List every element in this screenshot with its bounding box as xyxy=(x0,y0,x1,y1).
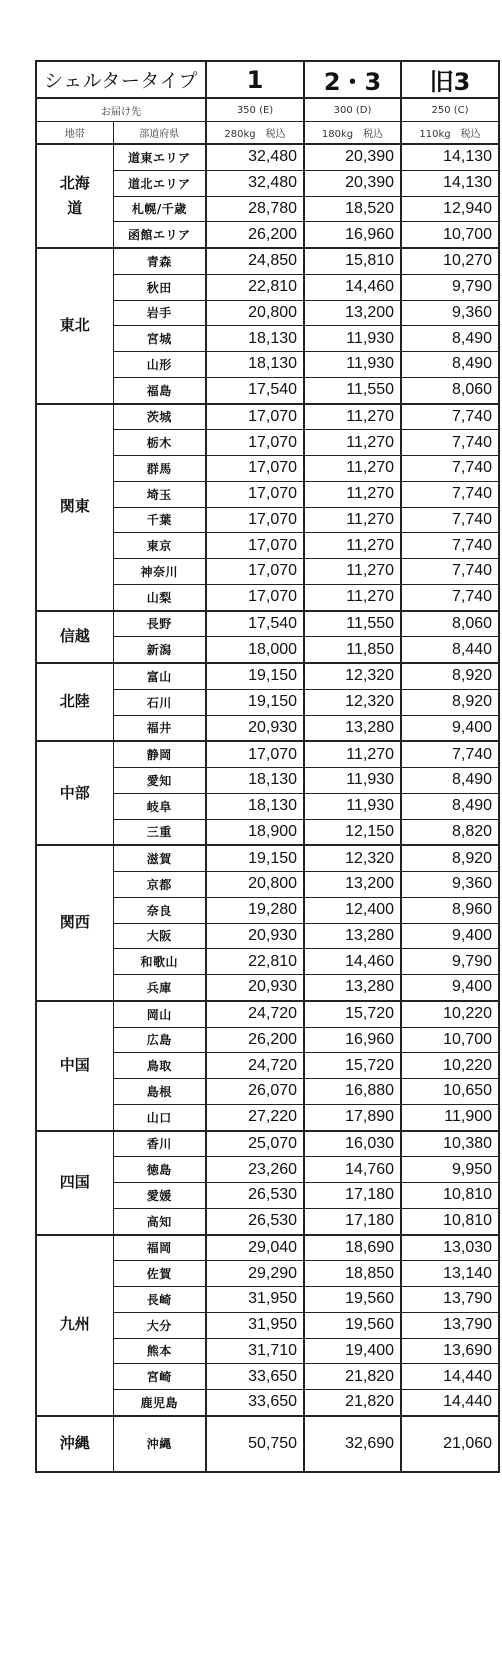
price-type-old-3-cell: 8,920 xyxy=(401,845,499,871)
price-type-2-3-cell: 18,850 xyxy=(304,1261,401,1287)
price-type-2-3-cell: 13,280 xyxy=(304,715,401,741)
price-type-2-3-cell: 15,720 xyxy=(304,1053,401,1079)
price-type-2-3-cell: 11,930 xyxy=(304,326,401,352)
price-type-old-3-cell: 9,400 xyxy=(401,923,499,949)
region-cell: 関東 xyxy=(36,404,113,611)
price-type-2-3-cell: 13,280 xyxy=(304,975,401,1001)
price-type-2-3-cell: 11,270 xyxy=(304,559,401,585)
price-type-1-cell: 17,070 xyxy=(206,404,304,430)
price-type-1-cell: 17,070 xyxy=(206,559,304,585)
price-type-1-cell: 17,070 xyxy=(206,456,304,482)
region-cell: 関西 xyxy=(36,845,113,1001)
price-type-1-cell: 17,070 xyxy=(206,741,304,767)
table-row xyxy=(36,1235,499,1261)
price-type-old-3-cell: 14,440 xyxy=(401,1364,499,1390)
price-type-1-cell: 20,800 xyxy=(206,300,304,326)
table-row xyxy=(36,663,499,689)
price-type-2-3-cell: 14,760 xyxy=(304,1157,401,1183)
price-type-1-cell: 17,070 xyxy=(206,507,304,533)
region-column-header: 地帯 xyxy=(36,122,113,145)
prefecture-cell: 島根 xyxy=(113,1079,206,1105)
price-type-1-cell: 26,070 xyxy=(206,1079,304,1105)
price-type-old-3-cell: 13,790 xyxy=(401,1287,499,1313)
prefecture-cell: 岡山 xyxy=(113,1001,206,1027)
price-type-2-3-cell: 12,400 xyxy=(304,897,401,923)
price-type-2-3-cell: 18,520 xyxy=(304,196,401,222)
region-cell: 沖縄 xyxy=(36,1416,113,1472)
price-type-old-3-cell: 9,360 xyxy=(401,872,499,898)
prefecture-cell: 秋田 xyxy=(113,274,206,300)
price-type-2-3-cell: 14,460 xyxy=(304,274,401,300)
price-type-2-3-cell: 20,390 xyxy=(304,170,401,196)
price-type-1-cell: 17,070 xyxy=(206,533,304,559)
price-type-2-3-cell: 32,690 xyxy=(304,1416,401,1472)
prefecture-cell: 三重 xyxy=(113,819,206,845)
price-type-2-3-cell: 19,560 xyxy=(304,1287,401,1313)
table-row xyxy=(36,845,499,871)
price-type-1-cell: 29,040 xyxy=(206,1235,304,1261)
price-type-2-3-cell: 12,150 xyxy=(304,819,401,845)
prefecture-cell: 福井 xyxy=(113,715,206,741)
region-cell: 中部 xyxy=(36,741,113,845)
prefecture-cell: 山形 xyxy=(113,352,206,378)
price-type-old-3-cell: 21,060 xyxy=(401,1416,499,1472)
price-type-old-3-cell: 10,810 xyxy=(401,1183,499,1209)
price-type-old-3-cell: 10,380 xyxy=(401,1131,499,1157)
prefecture-cell: 香川 xyxy=(113,1131,206,1157)
price-type-old-3-cell: 10,650 xyxy=(401,1079,499,1105)
price-type-old-3-cell: 8,490 xyxy=(401,326,499,352)
price-type-old-3-cell: 10,700 xyxy=(401,1027,499,1053)
type-header-row xyxy=(36,61,499,98)
price-type-1-cell: 17,540 xyxy=(206,377,304,403)
price-type-2-3-cell: 16,960 xyxy=(304,1027,401,1053)
table-row xyxy=(36,1416,499,1472)
price-type-1-cell: 18,130 xyxy=(206,326,304,352)
shipping-price-table xyxy=(35,60,500,1473)
price-type-old-3-cell: 7,740 xyxy=(401,481,499,507)
size-header-row xyxy=(36,98,499,122)
prefecture-cell: 福島 xyxy=(113,377,206,403)
prefecture-cell: 高知 xyxy=(113,1208,206,1234)
price-type-2-3-cell: 18,690 xyxy=(304,1235,401,1261)
price-type-old-3-cell: 10,220 xyxy=(401,1001,499,1027)
price-type-1-cell: 31,950 xyxy=(206,1312,304,1338)
price-type-2-3-cell: 16,030 xyxy=(304,1131,401,1157)
price-type-old-3-cell: 8,490 xyxy=(401,352,499,378)
prefecture-cell: 東京 xyxy=(113,533,206,559)
prefecture-cell: 宮城 xyxy=(113,326,206,352)
prefecture-cell: 長崎 xyxy=(113,1287,206,1313)
price-type-1-cell: 23,260 xyxy=(206,1157,304,1183)
price-type-2-3-cell: 11,850 xyxy=(304,637,401,663)
prefecture-cell: 滋賀 xyxy=(113,845,206,871)
price-type-old-3-cell: 10,270 xyxy=(401,248,499,274)
price-type-2-3-cell: 15,720 xyxy=(304,1001,401,1027)
price-type-1-cell: 31,950 xyxy=(206,1287,304,1313)
price-type-2-3-cell: 12,320 xyxy=(304,663,401,689)
price-type-old-3-cell: 10,220 xyxy=(401,1053,499,1079)
price-type-1-cell: 33,650 xyxy=(206,1364,304,1390)
price-type-old-3-cell: 14,130 xyxy=(401,144,499,170)
weight-header-row xyxy=(36,122,499,145)
price-type-1-cell: 19,280 xyxy=(206,897,304,923)
prefecture-cell: 京都 xyxy=(113,872,206,898)
price-type-old-3-cell: 8,490 xyxy=(401,768,499,794)
prefecture-cell: 鹿児島 xyxy=(113,1390,206,1416)
price-type-1-cell: 22,810 xyxy=(206,274,304,300)
price-type-2-3-cell: 20,390 xyxy=(304,144,401,170)
price-type-old-3-cell: 8,820 xyxy=(401,819,499,845)
price-type-old-3-cell: 13,690 xyxy=(401,1338,499,1364)
prefecture-cell: 長野 xyxy=(113,611,206,637)
prefecture-cell: 山口 xyxy=(113,1104,206,1130)
price-type-2-3-cell: 16,880 xyxy=(304,1079,401,1105)
price-type-old-3-cell: 13,140 xyxy=(401,1261,499,1287)
price-type-2-3-cell: 11,930 xyxy=(304,793,401,819)
shelter-type-label: シェルタータイプ xyxy=(36,61,206,98)
price-type-2-3-cell: 17,180 xyxy=(304,1208,401,1234)
price-type-1-cell: 19,150 xyxy=(206,689,304,715)
price-type-old-3-cell: 7,740 xyxy=(401,584,499,610)
price-type-2-3-cell: 11,550 xyxy=(304,611,401,637)
price-type-1-cell: 17,070 xyxy=(206,430,304,456)
price-type-old-3-cell: 7,740 xyxy=(401,507,499,533)
price-type-old-3-cell: 9,400 xyxy=(401,975,499,1001)
prefecture-cell: 佐賀 xyxy=(113,1261,206,1287)
price-type-old-3-cell: 8,440 xyxy=(401,637,499,663)
prefecture-cell: 富山 xyxy=(113,663,206,689)
price-type-old-3-cell: 7,740 xyxy=(401,456,499,482)
prefecture-cell: 新潟 xyxy=(113,637,206,663)
price-type-old-3-cell: 12,940 xyxy=(401,196,499,222)
price-type-old-3-cell: 9,360 xyxy=(401,300,499,326)
price-type-1-cell: 20,930 xyxy=(206,975,304,1001)
price-type-old-3-cell: 11,900 xyxy=(401,1104,499,1130)
weight-c-label: 110kg 税込 xyxy=(401,122,499,145)
price-type-old-3-cell: 9,950 xyxy=(401,1157,499,1183)
price-type-2-3-cell: 15,810 xyxy=(304,248,401,274)
table-row xyxy=(36,611,499,637)
price-type-2-3-cell: 11,270 xyxy=(304,507,401,533)
prefecture-cell: 沖縄 xyxy=(113,1416,206,1472)
price-type-1-cell: 31,710 xyxy=(206,1338,304,1364)
price-type-old-3-cell: 13,790 xyxy=(401,1312,499,1338)
size-c-label: 250 (C) xyxy=(401,98,499,122)
price-type-old-3-cell: 14,130 xyxy=(401,170,499,196)
table-row xyxy=(36,404,499,430)
price-type-2-3-cell: 13,200 xyxy=(304,300,401,326)
price-type-1-cell: 20,930 xyxy=(206,923,304,949)
price-type-2-3-cell: 17,180 xyxy=(304,1183,401,1209)
price-type-1-cell: 26,530 xyxy=(206,1208,304,1234)
price-type-old-3-cell: 7,740 xyxy=(401,404,499,430)
price-type-old-3-cell: 8,060 xyxy=(401,611,499,637)
price-type-old-3-cell: 7,740 xyxy=(401,533,499,559)
type-1-header: 1 xyxy=(206,61,304,98)
prefecture-cell: 徳島 xyxy=(113,1157,206,1183)
price-type-2-3-cell: 19,400 xyxy=(304,1338,401,1364)
price-type-1-cell: 25,070 xyxy=(206,1131,304,1157)
price-type-2-3-cell: 11,930 xyxy=(304,352,401,378)
price-type-old-3-cell: 9,790 xyxy=(401,949,499,975)
prefecture-cell: 山梨 xyxy=(113,584,206,610)
prefecture-cell: 栃木 xyxy=(113,430,206,456)
region-cell: 九州 xyxy=(36,1235,113,1416)
price-type-2-3-cell: 11,270 xyxy=(304,584,401,610)
price-type-1-cell: 26,200 xyxy=(206,1027,304,1053)
prefecture-cell: 和歌山 xyxy=(113,949,206,975)
price-type-2-3-cell: 14,460 xyxy=(304,949,401,975)
price-type-1-cell: 19,150 xyxy=(206,845,304,871)
prefecture-cell: 札幌/千歳 xyxy=(113,196,206,222)
price-type-1-cell: 17,540 xyxy=(206,611,304,637)
price-type-1-cell: 29,290 xyxy=(206,1261,304,1287)
region-cell: 東北 xyxy=(36,248,113,404)
price-type-old-3-cell: 7,740 xyxy=(401,741,499,767)
price-type-2-3-cell: 19,560 xyxy=(304,1312,401,1338)
region-cell: 北陸 xyxy=(36,663,113,741)
price-type-2-3-cell: 17,890 xyxy=(304,1104,401,1130)
price-type-old-3-cell: 9,790 xyxy=(401,274,499,300)
price-type-old-3-cell: 7,740 xyxy=(401,559,499,585)
region-cell: 信越 xyxy=(36,611,113,664)
type-2-3-header: 2・3 xyxy=(304,61,401,98)
price-type-2-3-cell: 11,270 xyxy=(304,456,401,482)
price-type-1-cell: 18,900 xyxy=(206,819,304,845)
price-type-1-cell: 24,720 xyxy=(206,1001,304,1027)
price-type-2-3-cell: 13,280 xyxy=(304,923,401,949)
price-type-2-3-cell: 11,550 xyxy=(304,377,401,403)
prefecture-cell: 岐阜 xyxy=(113,793,206,819)
price-type-1-cell: 18,000 xyxy=(206,637,304,663)
price-type-1-cell: 26,530 xyxy=(206,1183,304,1209)
price-type-2-3-cell: 11,270 xyxy=(304,533,401,559)
weight-e-label: 280kg 税込 xyxy=(206,122,304,145)
price-type-1-cell: 19,150 xyxy=(206,663,304,689)
price-type-2-3-cell: 12,320 xyxy=(304,845,401,871)
price-type-1-cell: 27,220 xyxy=(206,1104,304,1130)
price-type-1-cell: 50,750 xyxy=(206,1416,304,1472)
price-type-1-cell: 32,480 xyxy=(206,170,304,196)
prefecture-cell: 道東エリア xyxy=(113,144,206,170)
prefecture-cell: 愛知 xyxy=(113,768,206,794)
price-type-old-3-cell: 8,960 xyxy=(401,897,499,923)
prefecture-cell: 愛媛 xyxy=(113,1183,206,1209)
type-old-3-header: 旧3 xyxy=(401,61,499,98)
prefecture-cell: 道北エリア xyxy=(113,170,206,196)
price-type-1-cell: 17,070 xyxy=(206,481,304,507)
prefecture-cell: 宮崎 xyxy=(113,1364,206,1390)
prefecture-cell: 福岡 xyxy=(113,1235,206,1261)
price-type-2-3-cell: 12,320 xyxy=(304,689,401,715)
price-type-old-3-cell: 13,030 xyxy=(401,1235,499,1261)
prefecture-cell: 埼玉 xyxy=(113,481,206,507)
price-type-old-3-cell: 8,060 xyxy=(401,377,499,403)
prefecture-cell: 岩手 xyxy=(113,300,206,326)
price-type-1-cell: 17,070 xyxy=(206,584,304,610)
prefecture-cell: 青森 xyxy=(113,248,206,274)
price-type-1-cell: 24,850 xyxy=(206,248,304,274)
table-row xyxy=(36,1131,499,1157)
price-type-1-cell: 22,810 xyxy=(206,949,304,975)
price-type-2-3-cell: 21,820 xyxy=(304,1364,401,1390)
region-cell: 中国 xyxy=(36,1001,113,1131)
prefecture-cell: 兵庫 xyxy=(113,975,206,1001)
price-type-2-3-cell: 11,930 xyxy=(304,768,401,794)
table-row xyxy=(36,1001,499,1027)
price-type-1-cell: 28,780 xyxy=(206,196,304,222)
price-type-2-3-cell: 21,820 xyxy=(304,1390,401,1416)
size-e-label: 350 (E) xyxy=(206,98,304,122)
prefecture-cell: 茨城 xyxy=(113,404,206,430)
price-type-2-3-cell: 13,200 xyxy=(304,872,401,898)
prefecture-cell: 鳥取 xyxy=(113,1053,206,1079)
weight-d-label: 180kg 税込 xyxy=(304,122,401,145)
price-type-1-cell: 24,720 xyxy=(206,1053,304,1079)
prefecture-cell: 静岡 xyxy=(113,741,206,767)
prefecture-cell: 広島 xyxy=(113,1027,206,1053)
prefecture-cell: 大阪 xyxy=(113,923,206,949)
price-type-1-cell: 18,130 xyxy=(206,768,304,794)
price-type-2-3-cell: 11,270 xyxy=(304,430,401,456)
price-type-1-cell: 20,930 xyxy=(206,715,304,741)
prefecture-cell: 千葉 xyxy=(113,507,206,533)
prefecture-cell: 大分 xyxy=(113,1312,206,1338)
price-type-1-cell: 18,130 xyxy=(206,352,304,378)
price-type-1-cell: 26,200 xyxy=(206,222,304,248)
price-type-2-3-cell: 11,270 xyxy=(304,481,401,507)
price-type-old-3-cell: 8,490 xyxy=(401,793,499,819)
table-row xyxy=(36,741,499,767)
price-table-body xyxy=(36,144,499,1472)
prefecture-cell: 石川 xyxy=(113,689,206,715)
price-type-2-3-cell: 11,270 xyxy=(304,404,401,430)
price-type-old-3-cell: 10,700 xyxy=(401,222,499,248)
price-type-old-3-cell: 14,440 xyxy=(401,1390,499,1416)
price-type-1-cell: 20,800 xyxy=(206,872,304,898)
price-type-1-cell: 32,480 xyxy=(206,144,304,170)
price-type-1-cell: 18,130 xyxy=(206,793,304,819)
price-type-old-3-cell: 10,810 xyxy=(401,1208,499,1234)
region-cell: 四国 xyxy=(36,1131,113,1235)
price-type-2-3-cell: 11,270 xyxy=(304,741,401,767)
prefecture-cell: 熊本 xyxy=(113,1338,206,1364)
price-type-old-3-cell: 9,400 xyxy=(401,715,499,741)
destination-label: お届け先 xyxy=(36,98,206,122)
prefecture-cell: 神奈川 xyxy=(113,559,206,585)
prefecture-column-header: 部道府県 xyxy=(113,122,206,145)
price-type-old-3-cell: 7,740 xyxy=(401,430,499,456)
price-type-2-3-cell: 16,960 xyxy=(304,222,401,248)
table-row xyxy=(36,144,499,170)
price-type-1-cell: 33,650 xyxy=(206,1390,304,1416)
size-d-label: 300 (D) xyxy=(304,98,401,122)
table-row xyxy=(36,248,499,274)
price-type-old-3-cell: 8,920 xyxy=(401,663,499,689)
prefecture-cell: 群馬 xyxy=(113,456,206,482)
price-type-old-3-cell: 8,920 xyxy=(401,689,499,715)
prefecture-cell: 奈良 xyxy=(113,897,206,923)
region-cell: 北海道 xyxy=(36,144,113,248)
prefecture-cell: 函館エリア xyxy=(113,222,206,248)
